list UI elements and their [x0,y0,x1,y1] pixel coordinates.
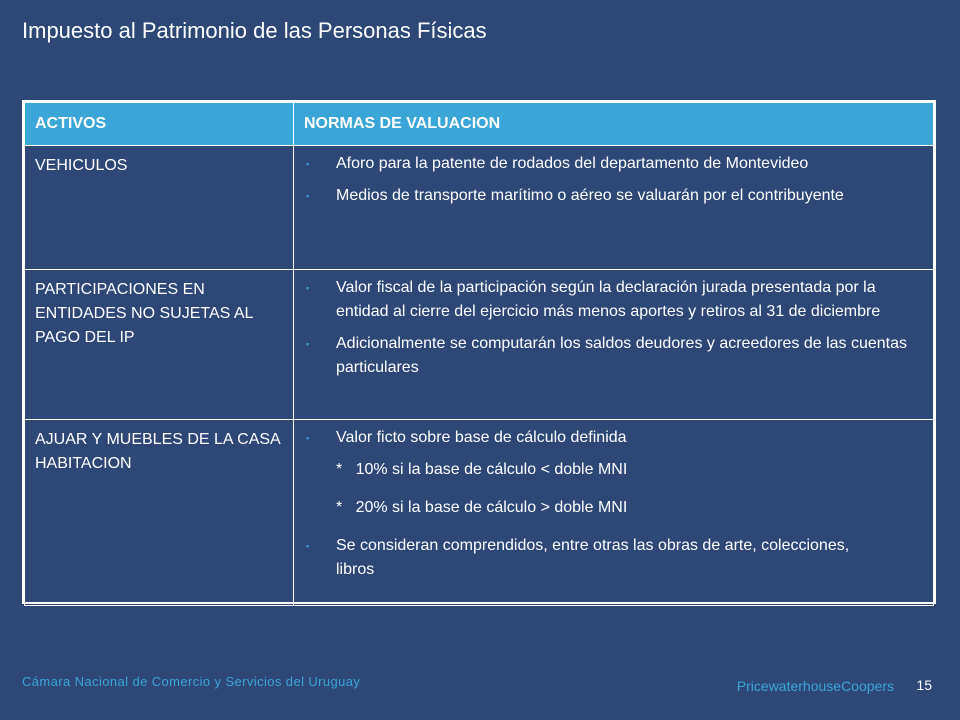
list-item [306,332,923,380]
table-row [25,420,934,606]
page-number: 15 [916,677,932,693]
square-bullet-icon: ▪ [306,433,310,443]
list-item-text: Medios de transporte marítimo o aéreo se valuarán por el contribuyente [336,187,844,204]
table-row [25,270,934,420]
square-bullet-icon: ▪ [306,191,310,201]
asset-cell: PARTICIPACIONES EN ENTIDADES NO SUJETAS AL PAGO DEL IP [25,270,294,420]
norms-cell [294,146,934,270]
list-item [306,276,923,324]
list-item [306,152,923,176]
list-item-text: Valor ficto sobre base de cálculo definida [336,429,627,446]
square-bullet-icon: ▪ [306,541,310,551]
footer-company: PricewaterhouseCoopers [736,678,894,694]
asset-cell: AJUAR Y MUEBLES DE LA CASA HABITACION [25,420,294,606]
square-bullet-icon: ▪ [306,339,310,349]
slide-title: Impuesto al Patrimonio de las Personas Físicas [22,18,487,43]
list-item-text: Se consideran comprendidos, entre otras las obras de arte, colecciones, libros [336,537,939,578]
asset-cell: VEHICULOS [25,146,294,270]
list-item [306,184,923,208]
footer-organization: Cámara Nacional de Comercio y Servicios del Uruguay [22,674,361,689]
table-header-row [25,103,934,146]
norms-cell [294,270,934,420]
header-normas: NORMAS DE VALUACION [294,103,934,146]
square-bullet-icon: ▪ [306,159,310,169]
valuation-table [22,100,939,604]
list-item [306,534,939,582]
sub-item-20-percent: * 20% si la base de cálculo > doble MNI [336,499,628,516]
list-item-text: Valor fiscal de la participación según la declaración jurada presentada por la entidad al cierre del ejercicio más menos aportes y retiros al 31 de diciembre [336,279,881,320]
list-item-text: Aforo para la patente de rodados del departamento de Montevideo [336,155,809,172]
square-bullet-icon: ▪ [306,283,310,293]
header-activos: ACTIVOS [25,103,294,146]
table-row [25,146,934,270]
list-item [306,426,923,450]
list-item-text: Adicionalmente se computarán los saldos deudores y acreedores de las cuentas particulares [336,335,907,376]
norms-cell [294,420,939,606]
sub-item-10-percent: * 10% si la base de cálculo < doble MNI [336,461,628,478]
